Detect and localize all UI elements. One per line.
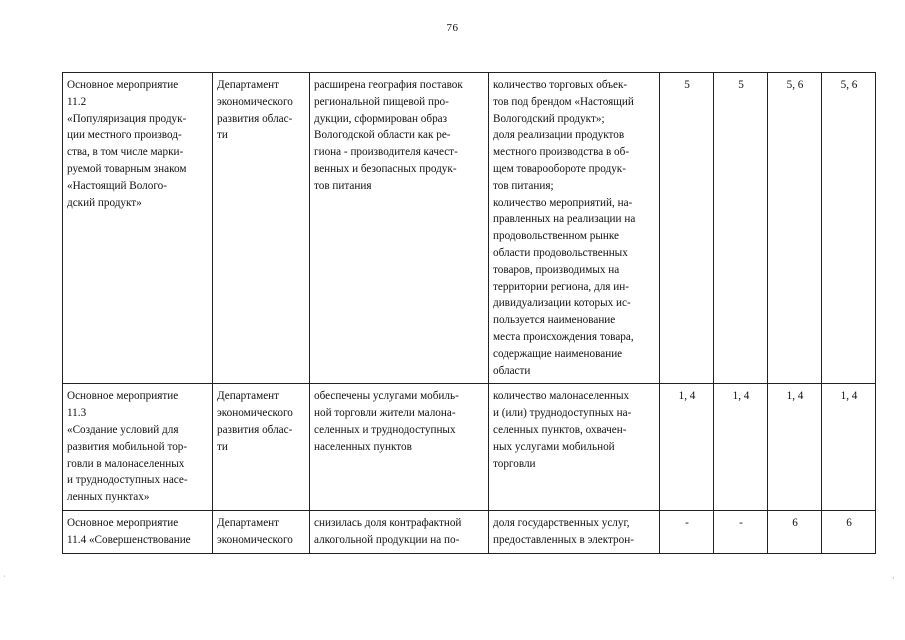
value-cell: 5 [660,73,714,384]
indicators-cell: количество малонаселенных и (или) труднодоступных на- селенных пунктов, охвачен- ных услугами мобильной торговли [489,384,660,511]
measure-cell: Основное мероприятие 11.3 «Создание условий для развития мобильной тор- говли в малонаселенных и труднодоступных насе- ленных пунктах» [63,384,213,511]
table-row [63,384,876,511]
value-cell: 1, 4 [822,384,876,511]
scan-mark: ˙ [3,574,6,583]
result-cell: обеспечены услугами мобиль- ной торговли жители малона- селенных и труднодоступных населенных пунктов [310,384,489,511]
measure-cell: Основное мероприятие 11.2 «Популяризация продук- ции местного производ- ства, в том числе марки- руемой товарным знаком «Настоящий Волого- дский продукт» [63,73,213,384]
result-cell: расширена география поставок региональной пищевой про- дукции, сформирован образ Вологодской области как ре- гиона - производителя качест- венных и безопасных продук- тов питания [310,73,489,384]
indicators-cell: количество торговых объек- тов под брендом «Настоящий Вологодский продукт»; доля реализации продуктов местного производства в об- щем товарообороте продук- тов питания; количество мероприятий, на- правленных на реализации на продовольственном рынке области продовольственных товаров, производимых на территории региона, для ин- дивидуализации которых ис- пользуется наименование места происхождения товара, содержащие наименование области [489,73,660,384]
table-row [63,510,876,553]
executor-cell: Департамент экономического развития облас- ти [213,73,310,384]
value-cell: 1, 4 [768,384,822,511]
value-cell: 5, 6 [822,73,876,384]
page-number: 76 [446,22,459,34]
value-cell: 5, 6 [768,73,822,384]
executor-cell: Департамент экономического развития облас- ти [213,384,310,511]
scan-mark: · [892,574,895,583]
value-cell: 6 [822,510,876,553]
value-cell: - [714,510,768,553]
result-cell: снизилась доля контрафактной алкогольной продукции на по- [310,510,489,553]
value-cell: - [660,510,714,553]
indicators-cell: доля государственных услуг, предоставленных в электрон- [489,510,660,553]
value-cell: 5 [714,73,768,384]
table-row [63,73,876,384]
value-cell: 6 [768,510,822,553]
value-cell: 1, 4 [714,384,768,511]
value-cell: 1, 4 [660,384,714,511]
measure-cell: Основное мероприятие 11.4 «Совершенствование [63,510,213,553]
executor-cell: Департамент экономического [213,510,310,553]
measures-table [62,72,876,554]
